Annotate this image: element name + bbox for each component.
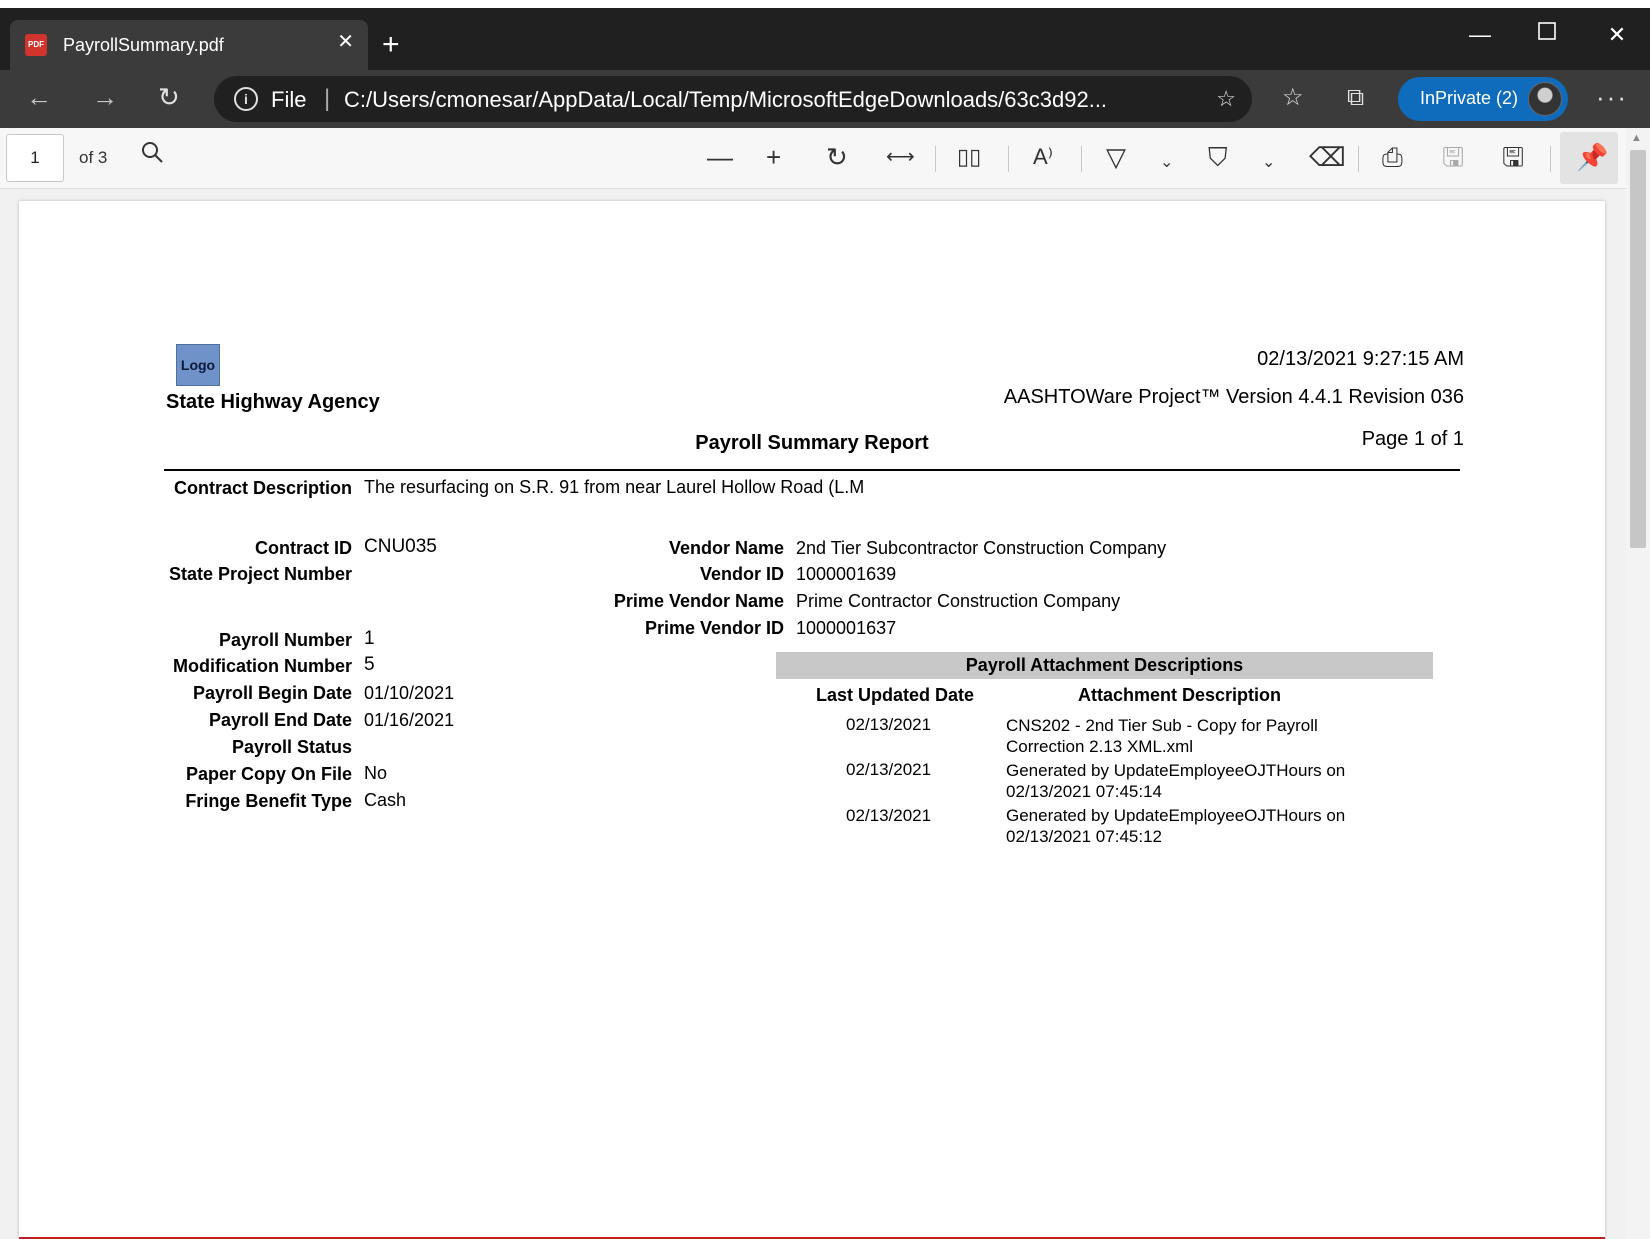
- inprivate-label: InPrivate (2): [1420, 88, 1519, 108]
- attachment-description-line: Generated by UpdateEmployeeOJTHours on: [1006, 761, 1346, 780]
- report-page-number: Page 1 of 1: [1361, 428, 1464, 450]
- vendor-name-label: Vendor Name: [668, 538, 784, 558]
- vendor-id-value: 1000001639: [796, 564, 897, 584]
- window-top-strip: [0, 0, 1650, 8]
- pdf-file-icon: PDF: [25, 34, 47, 56]
- attachments-description-column-header: Attachment Description: [1078, 685, 1282, 705]
- new-tab-icon[interactable]: +: [382, 28, 400, 61]
- contract-id-value: CNU035: [364, 536, 437, 557]
- attachment-date: 02/13/2021: [846, 760, 932, 779]
- payroll-begin-date-value: 01/10/2021: [364, 683, 455, 703]
- maximize-icon[interactable]: [1517, 20, 1577, 46]
- save-as-icon[interactable]: 🖫: [1502, 142, 1525, 172]
- scrollbar[interactable]: [1626, 128, 1650, 1239]
- url-text[interactable]: C:/Users/cmonesar/AppData/Local/Temp/MicrosoftEdgeDownloads/63c3d92...: [344, 87, 1108, 112]
- highlight-icon[interactable]: ⛉: [1208, 142, 1228, 172]
- save-icon[interactable]: 🖫: [1442, 142, 1465, 172]
- erase-icon[interactable]: ⌫: [1309, 142, 1346, 172]
- add-favorite-icon[interactable]: ☆: [1216, 86, 1236, 111]
- prime-vendor-id-value: 1000001637: [796, 618, 897, 638]
- avatar: [1528, 82, 1562, 116]
- favorites-icon[interactable]: ☆: [1282, 84, 1304, 111]
- back-icon[interactable]: ←: [26, 82, 52, 112]
- toolbar-divider: [1008, 146, 1009, 172]
- chevron-down-icon[interactable]: ⌄: [1160, 154, 1174, 171]
- attachment-description-line: Generated by UpdateEmployeeOJTHours on: [1006, 806, 1346, 825]
- url-separator: |: [324, 85, 331, 112]
- attachment-description-line: 02/13/2021 07:45:14: [1006, 782, 1162, 801]
- attachment-description-line: Correction 2.13 XML.xml: [1006, 737, 1194, 756]
- file-scheme-label: File: [271, 87, 307, 112]
- zoom-in-icon[interactable]: +: [766, 142, 782, 172]
- minimize-icon[interactable]: —: [1469, 22, 1491, 47]
- title-bar: [0, 8, 1650, 70]
- report-title: Payroll Summary Report: [695, 432, 929, 454]
- print-icon[interactable]: ⎙: [1382, 142, 1403, 172]
- vendor-name-value: 2nd Tier Subcontractor Construction Company: [796, 538, 1167, 558]
- forward-icon[interactable]: →: [92, 82, 118, 112]
- modification-number-value: 5: [364, 654, 375, 675]
- scroll-thumb[interactable]: [1630, 150, 1646, 548]
- contract-description-label: Contract Description: [173, 478, 352, 498]
- page-number-input[interactable]: 1: [6, 134, 64, 182]
- search-icon[interactable]: [140, 140, 164, 170]
- payroll-number-value: 1: [364, 628, 375, 649]
- pin-icon: 📌: [1576, 142, 1609, 172]
- close-tab-icon[interactable]: ✕: [337, 31, 354, 53]
- modification-number-label: Modification Number: [173, 656, 352, 676]
- header-divider: [164, 469, 1460, 471]
- collections-icon[interactable]: ⧉: [1347, 84, 1365, 111]
- fringe-benefit-label: Fringe Benefit Type: [185, 791, 352, 811]
- agency-logo: Logo: [176, 344, 220, 386]
- pdf-toolbar: [0, 128, 1650, 189]
- address-bar: [0, 70, 1650, 128]
- contract-description-value: The resurfacing on S.R. 91 from near Laurel Hollow Road (L.M: [364, 477, 865, 497]
- attachments-header: Payroll Attachment Descriptions: [776, 652, 1433, 679]
- tab-title: PayrollSummary.pdf: [63, 35, 224, 55]
- paper-copy-label: Paper Copy On File: [185, 764, 352, 784]
- report-timestamp: 02/13/2021 9:27:15 AM: [1257, 348, 1464, 370]
- zoom-out-icon[interactable]: —: [707, 142, 733, 172]
- state-project-number-label: State Project Number: [168, 564, 352, 584]
- toolbar-divider: [1358, 146, 1359, 172]
- agency-name: State Highway Agency: [166, 391, 380, 413]
- payroll-end-date-label: Payroll End Date: [208, 710, 352, 730]
- contract-id-label: Contract ID: [254, 538, 352, 558]
- payroll-status-label: Payroll Status: [231, 737, 352, 757]
- software-version: AASHTOWare Project™ Version 4.4.1 Revision 036: [1003, 386, 1464, 408]
- payroll-begin-date-label: Payroll Begin Date: [192, 683, 352, 703]
- tab-pdf[interactable]: [10, 20, 368, 70]
- page-count: of 3: [79, 148, 108, 167]
- prime-vendor-name-value: Prime Contractor Construction Company: [796, 591, 1121, 611]
- chevron-down-icon[interactable]: ⌄: [1262, 154, 1276, 171]
- prime-vendor-id-label: Prime Vendor ID: [644, 618, 784, 638]
- payroll-end-date-value: 01/16/2021: [364, 710, 455, 730]
- close-window-icon[interactable]: ✕: [1607, 22, 1627, 47]
- payroll-number-label: Payroll Number: [218, 630, 352, 650]
- fit-to-width-icon[interactable]: ⟷: [886, 146, 915, 168]
- attachment-description-line: 02/13/2021 07:45:12: [1006, 827, 1162, 846]
- draw-icon[interactable]: ▽: [1106, 142, 1126, 172]
- toolbar-divider: [1550, 146, 1551, 172]
- info-icon[interactable]: i: [234, 87, 258, 111]
- toolbar-divider: [1081, 146, 1082, 172]
- page-view-icon[interactable]: ▯▯: [957, 144, 982, 169]
- read-aloud-icon[interactable]: A⁾: [1033, 144, 1054, 169]
- refresh-icon[interactable]: ↻: [158, 82, 180, 112]
- fringe-benefit-value: Cash: [364, 790, 407, 810]
- attachment-description-line: CNS202 - 2nd Tier Sub - Copy for Payroll: [1006, 716, 1318, 735]
- scroll-up-icon[interactable]: ▲: [1631, 132, 1642, 144]
- prime-vendor-name-label: Prime Vendor Name: [613, 591, 784, 611]
- toolbar-divider: [935, 146, 936, 172]
- pdf-page: [19, 201, 1605, 1239]
- paper-copy-value: No: [364, 763, 388, 783]
- attachment-date: 02/13/2021: [846, 715, 932, 734]
- url-field[interactable]: [214, 76, 1252, 122]
- more-options-icon[interactable]: ···: [1596, 82, 1628, 112]
- attachments-date-column-header: Last Updated Date: [816, 685, 975, 705]
- inprivate-button[interactable]: [1398, 77, 1568, 121]
- pin-toolbar-button[interactable]: [1560, 132, 1618, 184]
- rotate-icon[interactable]: ↻: [826, 142, 848, 172]
- attachment-date: 02/13/2021: [846, 806, 932, 825]
- vendor-id-label: Vendor ID: [699, 564, 784, 584]
